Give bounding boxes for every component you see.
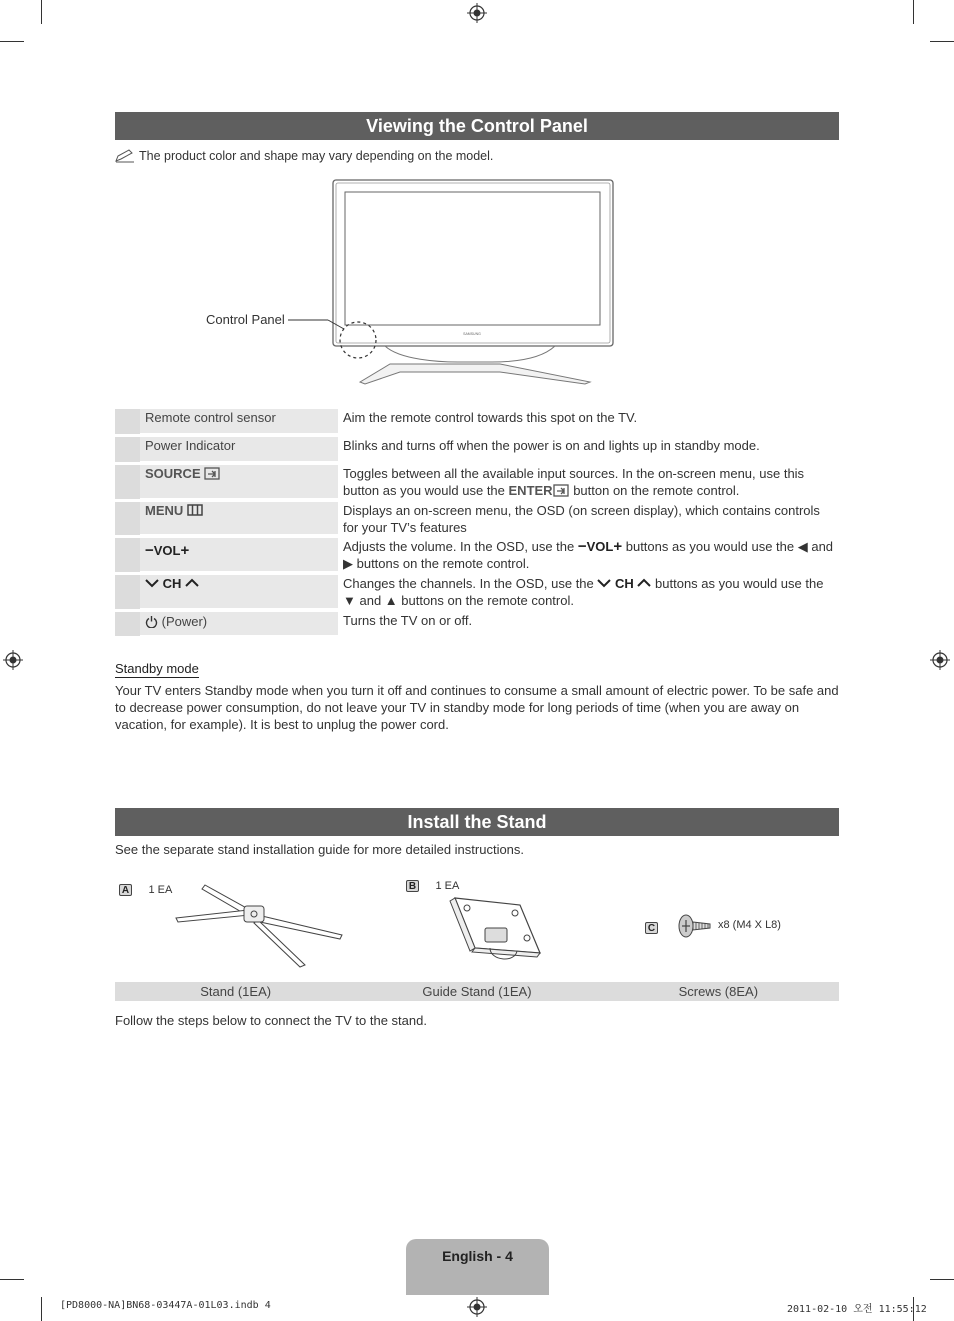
- chevron-down-icon: [597, 577, 611, 589]
- tv-illustration: [200, 178, 630, 388]
- table-row: [115, 575, 839, 609]
- control-name-source: SOURCE: [140, 465, 338, 499]
- page-number-tab: English - 4: [406, 1239, 549, 1295]
- source-icon: [204, 467, 221, 480]
- control-name-vol: −VOL+: [140, 538, 338, 572]
- crop-mark: [0, 41, 24, 42]
- control-name-menu: MENU: [140, 502, 338, 535]
- registration-mark-icon: [467, 3, 487, 23]
- part-qty: x8 (M4 X L8): [718, 919, 781, 931]
- part-qty: 1 EA: [148, 884, 173, 896]
- menu-icon: [187, 504, 203, 516]
- control-desc: Displays an on-screen menu, the OSD (on screen display), which contains controls for your TV’s features: [343, 503, 820, 535]
- footer-timestamp: 2011-02-10 오전 11:55:12: [787, 1304, 927, 1315]
- chevron-down-icon: [145, 577, 159, 589]
- table-row: [115, 465, 839, 499]
- registration-mark-icon: [467, 1297, 487, 1317]
- control-desc: Changes the channels. In the OSD, use the CH buttons as you would use the ▼ and ▲ buttons on the remote control.: [343, 576, 824, 608]
- model-note: [115, 149, 493, 163]
- part-qty: 1 EA: [435, 880, 460, 892]
- standby-title: Standby mode: [115, 661, 199, 676]
- part-badge: B: [406, 880, 419, 892]
- control-table: [115, 409, 839, 639]
- control-desc: Blinks and turns off when the power is on and lights up in standby mode.: [343, 438, 760, 453]
- table-row: [115, 538, 839, 572]
- footer-file-info: [PD8000-NA]BN68-03447A-01L03.indb 4: [60, 1300, 271, 1311]
- part-badge: C: [645, 922, 658, 934]
- guide-stand-illustration: [445, 893, 545, 973]
- part-label: Guide Stand (1EA): [422, 984, 532, 999]
- control-desc: Turns the TV on or off.: [343, 613, 473, 628]
- power-icon: [145, 615, 158, 628]
- part-badge: A: [119, 884, 132, 896]
- model-note-text: The product color and shape may vary depending on the model.: [139, 149, 494, 163]
- crop-mark: [913, 0, 914, 24]
- registration-mark-icon: [3, 650, 23, 670]
- control-desc: Aim the remote control towards this spot on the TV.: [343, 410, 638, 425]
- crop-mark: [41, 0, 42, 24]
- table-row: [115, 612, 839, 636]
- control-desc: Toggles between all the available input sources. In the on-screen menu, use this button as you would use the ENTER button on the remote control.: [343, 466, 805, 498]
- part-label: Screws (8EA): [678, 984, 759, 999]
- standby-body: Your TV enters Standby mode when you turn it off and continues to consume a small amount of electric power. To be safe and to decrease power consumption, do not leave your TV in standby mode for long periods of time (when you are away on vacation, for example). It is best to unplug the power cord.: [115, 683, 839, 732]
- crop-mark: [41, 1297, 42, 1321]
- crop-mark: [930, 41, 954, 42]
- control-name-power: (Power): [140, 612, 338, 636]
- stand-outro: Follow the steps below to connect the TV to the stand.: [115, 1013, 427, 1028]
- pencil-note-icon: [115, 149, 135, 163]
- registration-mark-icon: [930, 650, 950, 670]
- table-row: [115, 437, 839, 462]
- screw-icon: [677, 912, 713, 940]
- enter-icon: [553, 484, 570, 497]
- crop-mark: [0, 1279, 24, 1280]
- section-title-control-panel: Viewing the Control Panel: [115, 112, 839, 140]
- section-title-install-stand: Install the Stand: [115, 808, 839, 836]
- parts-label-bar: [115, 982, 839, 1001]
- control-panel-label: Control Panel: [206, 312, 285, 327]
- control-desc: Adjusts the volume. In the OSD, use the −VOL+ buttons as you would use the ◀ and ▶ buttons on the remote control.: [343, 538, 834, 571]
- part-a: [119, 880, 172, 898]
- chevron-up-icon: [185, 577, 199, 589]
- stand-illustration: [170, 880, 350, 970]
- crop-mark: [930, 1279, 954, 1280]
- stand-intro: See the separate stand installation guide for more detailed instructions.: [115, 842, 525, 857]
- control-name-ch: CH: [140, 575, 338, 609]
- tv-brand-mark: SAMSUNG: [463, 332, 481, 336]
- control-name: Remote control sensor: [140, 409, 338, 434]
- control-name: Power Indicator: [140, 437, 338, 462]
- part-c: [645, 918, 658, 936]
- chevron-up-icon: [637, 577, 651, 589]
- part-label: Stand (1EA): [200, 984, 272, 999]
- table-row: [115, 502, 839, 535]
- table-row: [115, 409, 839, 434]
- part-b: [406, 876, 459, 894]
